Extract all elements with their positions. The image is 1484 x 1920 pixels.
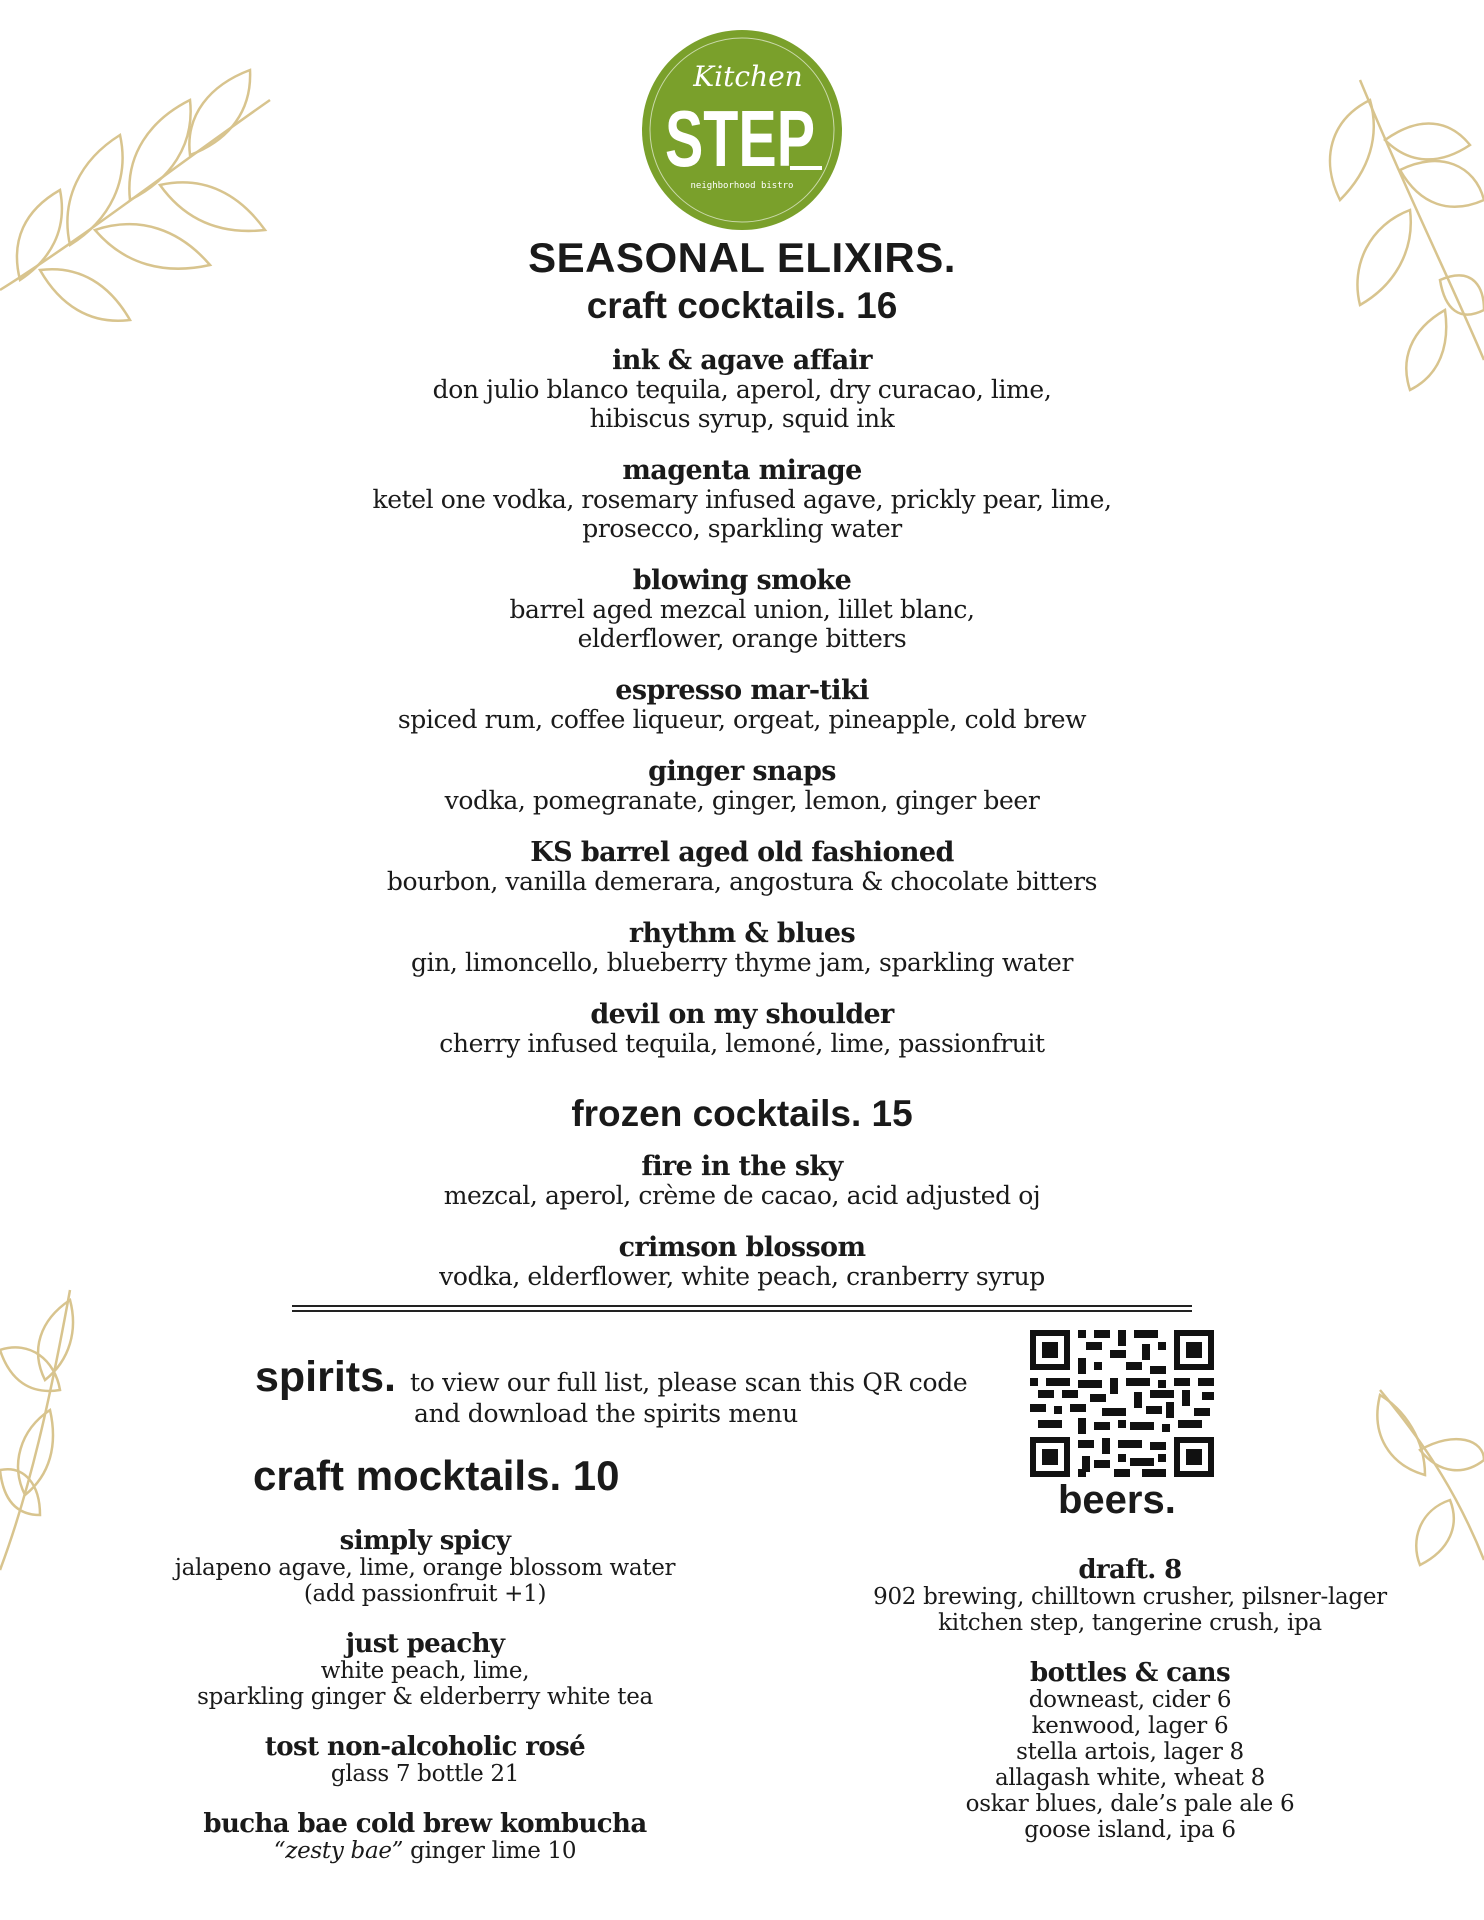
item-name: rhythm & blues [628, 918, 856, 949]
item-desc: don julio blanco tequila, aperol, dry curacao, lime, [432, 375, 1052, 404]
item-desc: glass 7 bottle 21 [330, 1761, 520, 1787]
item-desc: spiced rum, coffee liqueur, orgeat, pineapple, cold brew [397, 705, 1087, 734]
item-desc: ketel one vodka, rosemary infused agave, prickly pear, lime, [372, 485, 1112, 514]
logo-name: STEP [665, 94, 815, 183]
beers-heading: beers. [1058, 1478, 1176, 1522]
menu-item [125, 1631, 725, 1710]
item-desc: bourbon, vanilla demerara, angostura & chocolate bitters [386, 867, 1098, 896]
item-desc: cherry infused tequila, lemoné, lime, passionfruit [439, 1029, 1045, 1058]
menu-item [0, 919, 1484, 977]
menu-item [0, 757, 1484, 815]
item-desc: hibiscus syrup, squid ink [589, 404, 895, 433]
item-desc: mezcal, aperol, crème de cacao, acid adjusted oj [443, 1181, 1041, 1210]
item-name: tost non-alcoholic rosé [264, 1732, 586, 1762]
item-desc: gin, limoncello, blueberry thyme jam, sparkling water [411, 948, 1073, 977]
menu-item [0, 566, 1484, 653]
item-name: ink & agave affair [612, 345, 872, 376]
spirits-desc-line: to view our full list, please scan this QR code [410, 1368, 968, 1397]
item-name: KS barrel aged old fashioned [530, 837, 954, 868]
item-desc: goose island, ipa 6 [1024, 1817, 1236, 1843]
item-desc: kitchen step, tangerine crush, ipa [938, 1610, 1322, 1636]
item-desc: stella artois, lager 8 [1016, 1739, 1244, 1765]
leaf-decoration-mid-right-icon [1360, 1380, 1484, 1570]
item-desc: vodka, elderflower, white peach, cranberry syrup [439, 1262, 1045, 1291]
section-divider [292, 1305, 1192, 1312]
item-desc [125, 1838, 725, 1864]
leaf-decoration-mid-left-icon [0, 1270, 90, 1590]
item-name: espresso mar-tiki [615, 675, 869, 706]
kitchen-step-logo [640, 28, 844, 232]
beer-section-draft [820, 1557, 1440, 1636]
item-name: simply spicy [339, 1526, 511, 1556]
logo-script: Kitchen [693, 60, 803, 93]
item-desc: kenwood, lager 6 [1031, 1713, 1229, 1739]
item-desc: prosecco, sparkling water [582, 514, 902, 543]
craft-cocktails-list [0, 346, 1484, 1058]
item-desc: (add passionfruit +1) [303, 1581, 547, 1607]
item-desc-rest: ginger lime 10 [403, 1838, 577, 1864]
menu-item [0, 1152, 1484, 1210]
craft-cocktails-heading: craft cocktails. 16 [586, 285, 898, 326]
menu-item [0, 838, 1484, 896]
menu-item [0, 1233, 1484, 1291]
item-name: devil on my shoulder [590, 999, 894, 1030]
spirits-heading: spirits. [255, 1353, 396, 1401]
menu-item [0, 676, 1484, 734]
item-desc: allagash white, wheat 8 [995, 1765, 1265, 1791]
item-name: magenta mirage [622, 455, 862, 486]
item-name: bottles & cans [1030, 1658, 1230, 1688]
menu-item [0, 1000, 1484, 1058]
spirits-desc-line: and download the spirits menu [414, 1399, 798, 1428]
menu-item [0, 456, 1484, 543]
spirits-description [410, 1367, 967, 1429]
item-name: blowing smoke [632, 565, 852, 596]
mocktails-list [125, 1528, 725, 1888]
item-name: crimson blossom [618, 1232, 866, 1263]
item-desc: white peach, lime, [320, 1658, 530, 1684]
item-desc: jalapeno agave, lime, orange blossom water [174, 1555, 676, 1581]
item-flavor-quote: “zesty bae” [273, 1838, 404, 1864]
menu-item [125, 1528, 725, 1607]
item-desc: 902 brewing, chilltown crusher, pilsner-lager [873, 1584, 1387, 1610]
frozen-cocktails-list [0, 1152, 1484, 1291]
item-desc: elderflower, orange bitters [577, 624, 907, 653]
item-desc: barrel aged mezcal union, lillet blanc, [509, 595, 975, 624]
beer-section-bottles [820, 1660, 1440, 1843]
leaf-decoration-top-right-icon [1300, 60, 1484, 390]
item-name: bucha bae cold brew kombucha [203, 1809, 647, 1839]
page-title: SEASONAL ELIXIRS. [528, 234, 956, 281]
item-desc: oskar blues, dale’s pale ale 6 [965, 1791, 1295, 1817]
logo-tagline: neighborhood bistro [690, 181, 794, 191]
item-desc: downeast, cider 6 [1028, 1687, 1232, 1713]
item-name: just peachy [345, 1629, 505, 1659]
menu-item [125, 1734, 725, 1787]
item-name: fire in the sky [641, 1151, 843, 1182]
menu-item [125, 1811, 725, 1864]
spirits-qr-code[interactable] [1030, 1330, 1214, 1477]
craft-mocktails-heading: craft mocktails. 10 [253, 1452, 620, 1499]
beers-list [820, 1557, 1440, 1867]
frozen-cocktails-heading: frozen cocktails. 15 [571, 1093, 913, 1134]
item-desc: vodka, pomegranate, ginger, lemon, ginger beer [444, 786, 1040, 815]
item-name: ginger snaps [648, 756, 836, 787]
menu-item [0, 346, 1484, 433]
item-desc: sparkling ginger & elderberry white tea [197, 1684, 653, 1710]
item-name: draft. 8 [1078, 1555, 1182, 1585]
